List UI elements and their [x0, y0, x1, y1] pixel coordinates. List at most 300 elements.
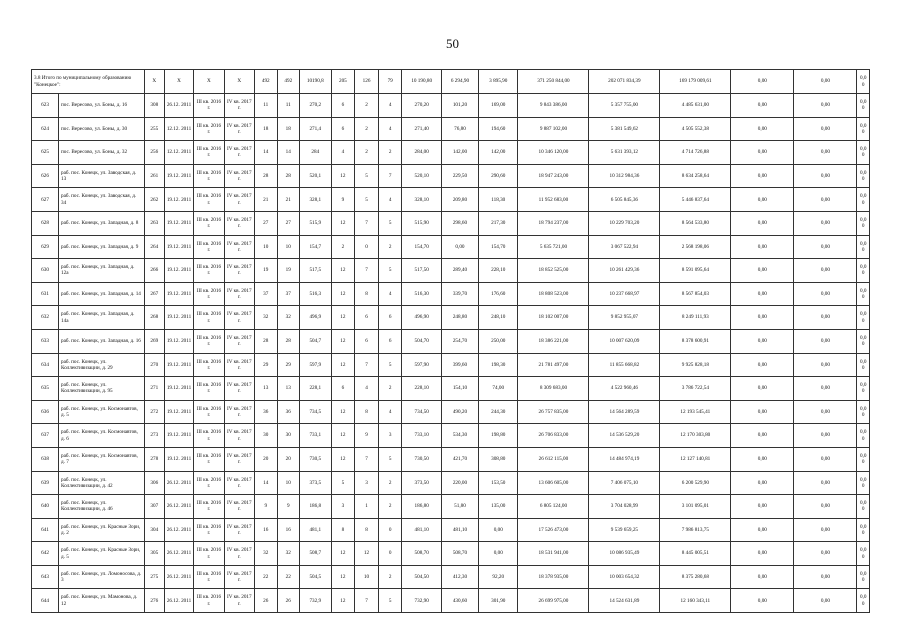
cell-z3: 0,0 0	[857, 471, 870, 495]
cell-q2: IV кв. 2017 г.	[224, 353, 254, 377]
cell-z3: 0,0 0	[857, 542, 870, 566]
cell-no: 639	[32, 471, 59, 495]
cell-m2: 14 536 529,20	[589, 424, 660, 448]
total-cell: 0,0 0	[857, 70, 870, 94]
cell-n3: 2	[378, 235, 402, 259]
cell-id: 270	[144, 353, 164, 377]
cell-m1: 26 699 975,00	[518, 589, 589, 613]
cell-n1: 12	[331, 164, 355, 188]
cell-m2: 11 855 668,82	[589, 353, 660, 377]
cell-no: 635	[32, 377, 59, 401]
cell-a3: 198,80	[479, 424, 518, 448]
cell-z1: 0,00	[731, 94, 794, 118]
cell-z2: 0,00	[794, 141, 857, 165]
cell-id: 307	[144, 495, 164, 519]
cell-z2: 0,00	[794, 259, 857, 283]
cell-a2: 229,50	[441, 164, 478, 188]
cell-z2: 0,00	[794, 329, 857, 353]
cell-date: 19.12. 2011	[164, 353, 193, 377]
total-cell: 205	[331, 70, 355, 94]
cell-m2: 4 522 960,46	[589, 377, 660, 401]
table-row	[32, 353, 870, 377]
cell-m3: 8 378 600,91	[660, 329, 731, 353]
cell-m2: 10 229 703,20	[589, 211, 660, 235]
cell-s2: 28	[277, 329, 300, 353]
cell-m1: 18 852 525,00	[518, 259, 589, 283]
cell-s1: 19	[255, 259, 278, 283]
cell-m3: 4 485 631,00	[660, 94, 731, 118]
cell-area: 520,1	[300, 164, 332, 188]
cell-a3: 308,80	[479, 447, 518, 471]
cell-area: 328,1	[300, 188, 332, 212]
cell-m3: 3 101 095,01	[660, 495, 731, 519]
total-cell: 79	[378, 70, 402, 94]
cell-id: 269	[144, 329, 164, 353]
cell-no: 642	[32, 542, 59, 566]
cell-addr: раб. пос. Конецк, ул. Западная, д. 12а	[59, 259, 145, 283]
cell-id: 264	[144, 235, 164, 259]
cell-date: 19.12. 2011	[164, 211, 193, 235]
cell-q2: IV кв. 2017 г.	[224, 117, 254, 141]
cell-n1: 2	[331, 235, 355, 259]
table-row	[32, 518, 870, 542]
cell-q2: IV кв. 2017 г.	[224, 565, 254, 589]
cell-s1: 16	[255, 518, 278, 542]
cell-s1: 36	[255, 400, 278, 424]
cell-n3: 4	[378, 400, 402, 424]
cell-a1: 733,10	[402, 424, 441, 448]
total-cell: 10190,8	[300, 70, 332, 94]
cell-addr: раб. пос. Конецк, ул. Космонавтов, д. 7	[59, 447, 145, 471]
table-row	[32, 447, 870, 471]
cell-no: 643	[32, 565, 59, 589]
cell-a2: 490,20	[441, 400, 478, 424]
cell-n3: 4	[378, 188, 402, 212]
cell-id: 262	[144, 188, 164, 212]
cell-q1: III кв. 2016 г.	[194, 424, 224, 448]
cell-s1: 27	[255, 211, 278, 235]
cell-date: 19.12. 2011	[164, 306, 193, 330]
cell-q2: IV кв. 2017 г.	[224, 589, 254, 613]
cell-n2: 8	[355, 518, 379, 542]
cell-q2: IV кв. 2017 г.	[224, 94, 254, 118]
cell-a1: 517,50	[402, 259, 441, 283]
cell-addr: раб. пос. Конецк, ул. Коллективизации, д. 42	[59, 471, 145, 495]
cell-q1: III кв. 2016 г.	[194, 282, 224, 306]
cell-z3: 0,0 0	[857, 377, 870, 401]
cell-z1: 0,00	[731, 447, 794, 471]
cell-s1: 10	[255, 235, 278, 259]
total-cell: X	[164, 70, 193, 94]
cell-no: 633	[32, 329, 59, 353]
cell-n1: 12	[331, 424, 355, 448]
cell-z2: 0,00	[794, 306, 857, 330]
cell-id: 306	[144, 471, 164, 495]
cell-n1: 12	[331, 329, 355, 353]
cell-z3: 0,0 0	[857, 94, 870, 118]
cell-z3: 0,0 0	[857, 424, 870, 448]
cell-n1: 12	[331, 542, 355, 566]
cell-z2: 0,00	[794, 117, 857, 141]
cell-z3: 0,0 0	[857, 141, 870, 165]
cell-q2: IV кв. 2017 г.	[224, 306, 254, 330]
cell-z2: 0,00	[794, 188, 857, 212]
cell-z3: 0,0 0	[857, 400, 870, 424]
cell-id: 308	[144, 94, 164, 118]
cell-id: 273	[144, 424, 164, 448]
cell-m1: 10 346 120,00	[518, 141, 589, 165]
table-row	[32, 329, 870, 353]
cell-a2: 298,60	[441, 211, 478, 235]
cell-m1: 11 952 683,00	[518, 188, 589, 212]
cell-q1: III кв. 2016 г.	[194, 211, 224, 235]
cell-no: 629	[32, 235, 59, 259]
cell-m1: 18 947 243,00	[518, 164, 589, 188]
total-cell: 371 250 844,00	[518, 70, 589, 94]
cell-m1: 18 808 523,00	[518, 282, 589, 306]
cell-area: 504,7	[300, 329, 332, 353]
cell-s2: 14	[277, 141, 300, 165]
cell-s1: 9	[255, 495, 278, 519]
cell-z2: 0,00	[794, 282, 857, 306]
cell-s2: 19	[277, 259, 300, 283]
cell-m3: 8 591 095,64	[660, 259, 731, 283]
cell-date: 19.12. 2011	[164, 329, 193, 353]
cell-no: 627	[32, 188, 59, 212]
cell-m2: 10 007 620,09	[589, 329, 660, 353]
cell-no: 626	[32, 164, 59, 188]
cell-addr: раб. пос. Конецк, ул. Мамонова, д. 12	[59, 589, 145, 613]
cell-s2: 32	[277, 306, 300, 330]
cell-z3: 0,0 0	[857, 329, 870, 353]
cell-z3: 0,0 0	[857, 211, 870, 235]
cell-m1: 18 386 221,00	[518, 329, 589, 353]
cell-m3: 12 170 303,80	[660, 424, 731, 448]
cell-q1: III кв. 2016 г.	[194, 471, 224, 495]
cell-z3: 0,0 0	[857, 282, 870, 306]
total-cell: 0,00	[731, 70, 794, 94]
cell-z1: 0,00	[731, 282, 794, 306]
cell-z3: 0,0 0	[857, 589, 870, 613]
cell-n2: 6	[355, 329, 379, 353]
cell-q2: IV кв. 2017 г.	[224, 188, 254, 212]
cell-a3: 135,00	[479, 495, 518, 519]
cell-n2: 2	[355, 141, 379, 165]
cell-n1: 3	[331, 495, 355, 519]
cell-m2: 3 704 028,99	[589, 495, 660, 519]
cell-m3: 8 634 258,64	[660, 164, 731, 188]
cell-m1: 18 378 935,00	[518, 565, 589, 589]
cell-m3: 12 193 545,41	[660, 400, 731, 424]
cell-a3: 217,30	[479, 211, 518, 235]
cell-s2: 30	[277, 424, 300, 448]
cell-z2: 0,00	[794, 424, 857, 448]
cell-q2: IV кв. 2017 г.	[224, 447, 254, 471]
cell-n2: 7	[355, 259, 379, 283]
cell-a3: 250,00	[479, 329, 518, 353]
cell-n3: 5	[378, 447, 402, 471]
cell-area: 154,7	[300, 235, 332, 259]
cell-date: 19.12. 2011	[164, 259, 193, 283]
total-cell: 492	[255, 70, 278, 94]
cell-n2: 7	[355, 353, 379, 377]
table-row	[32, 259, 870, 283]
cell-date: 26.12. 2011	[164, 518, 193, 542]
cell-a3: 198,30	[479, 353, 518, 377]
cell-z1: 0,00	[731, 188, 794, 212]
cell-m3: 3 786 722,54	[660, 377, 731, 401]
cell-a2: 412,30	[441, 565, 478, 589]
cell-m3: 12 160 343,11	[660, 589, 731, 613]
cell-no: 637	[32, 424, 59, 448]
cell-m3: 8 564 533,80	[660, 211, 731, 235]
cell-n1: 12	[331, 306, 355, 330]
cell-a3: 228,10	[479, 259, 518, 283]
cell-s1: 13	[255, 377, 278, 401]
cell-n2: 12	[355, 542, 379, 566]
cell-n2: 7	[355, 211, 379, 235]
table-row	[32, 424, 870, 448]
cell-date: 26.12. 2011	[164, 565, 193, 589]
cell-a1: 228,10	[402, 377, 441, 401]
cell-z1: 0,00	[731, 259, 794, 283]
cell-m1: 26 612 115,00	[518, 447, 589, 471]
cell-s2: 10	[277, 235, 300, 259]
cell-n2: 4	[355, 377, 379, 401]
cell-n3: 2	[378, 471, 402, 495]
cell-date: 19.12. 2011	[164, 282, 193, 306]
cell-a3: 248,10	[479, 306, 518, 330]
cell-a3: 154,70	[479, 235, 518, 259]
table-row	[32, 117, 870, 141]
cell-a3: 0,00	[479, 542, 518, 566]
cell-id: 305	[144, 542, 164, 566]
cell-addr: раб. пос. Конецк, ул. Коллективизации, д. 29	[59, 353, 145, 377]
cell-a2: 399,60	[441, 353, 478, 377]
cell-a2: 421,70	[441, 447, 478, 471]
cell-z3: 0,0 0	[857, 306, 870, 330]
cell-a3: 92,20	[479, 565, 518, 589]
cell-z1: 0,00	[731, 565, 794, 589]
cell-date: 26.12. 2011	[164, 471, 193, 495]
table-row	[32, 495, 870, 519]
cell-s2: 9	[277, 495, 300, 519]
cell-q1: III кв. 2016 г.	[194, 188, 224, 212]
cell-m2: 10 261 429,36	[589, 259, 660, 283]
cell-n3: 5	[378, 211, 402, 235]
cell-z2: 0,00	[794, 447, 857, 471]
cell-q2: IV кв. 2017 г.	[224, 164, 254, 188]
cell-m1: 18 794 237,00	[518, 211, 589, 235]
cell-q1: III кв. 2016 г.	[194, 542, 224, 566]
cell-n3: 6	[378, 329, 402, 353]
cell-a2: 154,10	[441, 377, 478, 401]
total-cell: 10 190,80	[402, 70, 441, 94]
cell-n2: 7	[355, 447, 379, 471]
cell-n1: 12	[331, 282, 355, 306]
cell-n1: 12	[331, 447, 355, 471]
cell-s1: 32	[255, 306, 278, 330]
cell-no: 634	[32, 353, 59, 377]
cell-q1: III кв. 2016 г.	[194, 164, 224, 188]
cell-addr: раб. пос. Конецк, ул. Западная, д. 9	[59, 235, 145, 259]
cell-a2: 101,20	[441, 94, 478, 118]
cell-m1: 6 805 124,00	[518, 495, 589, 519]
cell-a1: 284,00	[402, 141, 441, 165]
cell-area: 496,9	[300, 306, 332, 330]
cell-date: 19.12. 2011	[164, 447, 193, 471]
cell-no: 644	[32, 589, 59, 613]
cell-m3: 8 567 854,03	[660, 282, 731, 306]
cell-area: 508,7	[300, 542, 332, 566]
cell-n1: 12	[331, 589, 355, 613]
cell-s2: 26	[277, 589, 300, 613]
cell-z3: 0,0 0	[857, 259, 870, 283]
table-row	[32, 377, 870, 401]
cell-addr: раб. пос. Конецк, ул. Космонавтов, д. 5	[59, 400, 145, 424]
cell-area: 504,5	[300, 565, 332, 589]
cell-n3: 5	[378, 353, 402, 377]
cell-a1: 734,50	[402, 400, 441, 424]
cell-n2: 8	[355, 400, 379, 424]
cell-date: 19.12. 2011	[164, 377, 193, 401]
cell-a1: 186,80	[402, 495, 441, 519]
cell-addr: пос. Вересово, ул. Боны, д. 16	[59, 94, 145, 118]
cell-date: 26.12. 2011	[164, 94, 193, 118]
cell-no: 636	[32, 400, 59, 424]
cell-m3: 4 505 552,38	[660, 117, 731, 141]
cell-area: 732,9	[300, 589, 332, 613]
cell-date: 12.12. 2011	[164, 141, 193, 165]
cell-s1: 29	[255, 353, 278, 377]
cell-n3: 7	[378, 164, 402, 188]
cell-s2: 32	[277, 542, 300, 566]
cell-a3: 194,60	[479, 117, 518, 141]
cell-a1: 271,40	[402, 117, 441, 141]
cell-a1: 328,10	[402, 188, 441, 212]
table-row	[32, 141, 870, 165]
cell-n3: 5	[378, 589, 402, 613]
cell-a1: 496,90	[402, 306, 441, 330]
cell-m2: 14 484 974,19	[589, 447, 660, 471]
cell-z2: 0,00	[794, 495, 857, 519]
cell-m3: 7 986 813,75	[660, 518, 731, 542]
cell-z1: 0,00	[731, 164, 794, 188]
cell-s2: 29	[277, 353, 300, 377]
page-number: 50	[446, 36, 459, 51]
cell-area: 730,5	[300, 447, 332, 471]
table-row	[32, 306, 870, 330]
cell-z1: 0,00	[731, 424, 794, 448]
cell-q1: III кв. 2016 г.	[194, 94, 224, 118]
cell-m1: 9 843 386,00	[518, 94, 589, 118]
cell-n1: 12	[331, 211, 355, 235]
cell-no: 624	[32, 117, 59, 141]
cell-s1: 37	[255, 282, 278, 306]
cell-area: 734,5	[300, 400, 332, 424]
cell-n2: 9	[355, 424, 379, 448]
cell-q1: III кв. 2016 г.	[194, 518, 224, 542]
cell-m1: 18 102 007,00	[518, 306, 589, 330]
cell-m2: 5 381 549,62	[589, 117, 660, 141]
cell-n2: 10	[355, 565, 379, 589]
cell-n2: 8	[355, 282, 379, 306]
cell-m2: 10 237 668,97	[589, 282, 660, 306]
cell-m1: 13 606 605,00	[518, 471, 589, 495]
cell-a2: 481,10	[441, 518, 478, 542]
cell-n1: 12	[331, 565, 355, 589]
cell-s2: 27	[277, 211, 300, 235]
total-cell: X	[144, 70, 164, 94]
cell-addr: раб. пос. Конецк, ул. Ломоносова, д. 3	[59, 565, 145, 589]
cell-z2: 0,00	[794, 94, 857, 118]
cell-z3: 0,0 0	[857, 164, 870, 188]
total-cell: 492	[277, 70, 300, 94]
cell-q1: III кв. 2016 г.	[194, 447, 224, 471]
cell-a2: 220,00	[441, 471, 478, 495]
cell-id: 266	[144, 259, 164, 283]
cell-m2: 10 312 984,36	[589, 164, 660, 188]
cell-a1: 373,50	[402, 471, 441, 495]
cell-addr: пос. Вересово, ул. Боны, д. 32	[59, 141, 145, 165]
cell-s1: 11	[255, 94, 278, 118]
cell-a2: 430,60	[441, 589, 478, 613]
cell-a1: 508,70	[402, 542, 441, 566]
cell-s1: 28	[255, 164, 278, 188]
cell-m1: 21 781 497,00	[518, 353, 589, 377]
cell-area: 284	[300, 141, 332, 165]
cell-s1: 20	[255, 447, 278, 471]
table-row	[32, 282, 870, 306]
cell-a3: 118,30	[479, 188, 518, 212]
cell-s1: 21	[255, 188, 278, 212]
cell-n1: 9	[331, 188, 355, 212]
cell-s1: 22	[255, 565, 278, 589]
cell-area: 186,8	[300, 495, 332, 519]
cell-no: 631	[32, 282, 59, 306]
cell-no: 623	[32, 94, 59, 118]
cell-m1: 8 309 683,00	[518, 377, 589, 401]
cell-z1: 0,00	[731, 589, 794, 613]
cell-addr: раб. пос. Конецк, ул. Красные Зори, д. 5	[59, 542, 145, 566]
cell-s1: 28	[255, 329, 278, 353]
cell-s2: 10	[277, 471, 300, 495]
cell-m3: 8 445 005,51	[660, 542, 731, 566]
cell-a2: 534,30	[441, 424, 478, 448]
table-body	[32, 70, 870, 613]
cell-no: 628	[32, 211, 59, 235]
cell-a2: 209,80	[441, 188, 478, 212]
cell-q1: III кв. 2016 г.	[194, 117, 224, 141]
table-row	[32, 400, 870, 424]
cell-addr: раб. пос. Конецк, ул. Красные Зори, д. 2	[59, 518, 145, 542]
cell-m3: 6 200 529,90	[660, 471, 731, 495]
cell-z1: 0,00	[731, 329, 794, 353]
cell-s1: 14	[255, 471, 278, 495]
cell-date: 26.12. 2011	[164, 589, 193, 613]
cell-q2: IV кв. 2017 г.	[224, 400, 254, 424]
table-row	[32, 235, 870, 259]
cell-s2: 11	[277, 94, 300, 118]
cell-a3: 153,50	[479, 471, 518, 495]
cell-n3: 2	[378, 565, 402, 589]
cell-z1: 0,00	[731, 141, 794, 165]
cell-n2: 6	[355, 306, 379, 330]
cell-z2: 0,00	[794, 211, 857, 235]
cell-a2: 142,00	[441, 141, 478, 165]
cell-addr: раб. пос. Конецк, ул. Коллективизации, д. 95	[59, 377, 145, 401]
cell-n1: 4	[331, 141, 355, 165]
